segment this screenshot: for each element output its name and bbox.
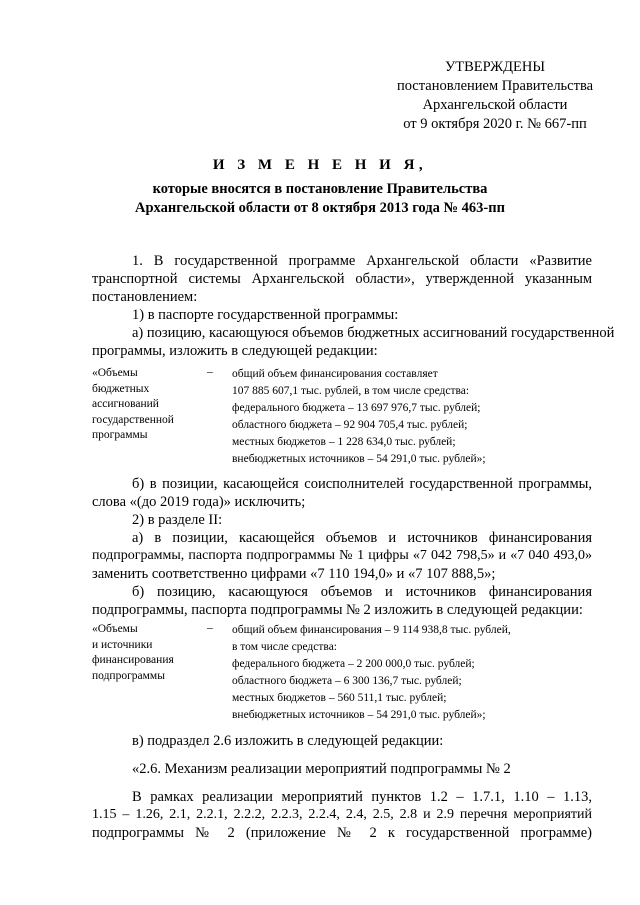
table-label-line: ассигнований bbox=[92, 398, 159, 410]
list-item: б) позицию, касающуюся объемов и источников финансирования bbox=[132, 584, 592, 600]
approval-line: Архангельской области bbox=[422, 97, 568, 113]
approval-block bbox=[380, 58, 610, 134]
document-subtitle: которые вносятся в постановление Правительства bbox=[152, 181, 488, 197]
table-dash: – bbox=[207, 366, 213, 378]
table-body-line: общий объем финансирования – 9 114 938,8 тыс. рублей, bbox=[232, 624, 511, 636]
table-dash: – bbox=[207, 622, 213, 634]
subsection-heading: «2.6. Механизм реализации мероприятий подпрограммы № 2 bbox=[132, 761, 511, 777]
document-subtitle: Архангельской области от 8 октября 2013 года № 463-пп bbox=[135, 200, 505, 216]
table-label-line: «Объемы bbox=[92, 367, 138, 379]
paragraph-line: 1. В государственной программе Архангельской области «Развитие bbox=[132, 253, 592, 269]
table-label bbox=[92, 622, 202, 684]
list-item: б) в позиции, касающейся соисполнителей государственной программы, bbox=[132, 476, 592, 492]
table-body-line: в том числе средства: bbox=[232, 641, 337, 653]
paragraph-line: подпрограммы, паспорта подпрограммы № 2 изложить в следующей редакции: bbox=[92, 602, 583, 618]
paragraph-line: слова «(до 2019 года)» исключить; bbox=[92, 494, 306, 510]
table-body-line: местных бюджетов – 1 228 634,0 тыс. рублей; bbox=[232, 436, 456, 448]
paragraph-line: 1.15 – 1.26, 2.1, 2.2.1, 2.2.2, 2.2.3, 2.2.4, 2.4, 2.5, 2.8 и 2.9 перечня мероприятий bbox=[92, 807, 592, 822]
table-body-line: местных бюджетов – 560 511,1 тыс. рублей; bbox=[232, 692, 447, 704]
list-item: а) в позиции, касающейся объемов и источников финансирования bbox=[132, 530, 592, 546]
table-label-line: финансирования bbox=[92, 654, 174, 666]
paragraph-line: заменить соответственно цифрами «7 110 194,0» и «7 107 888,5»; bbox=[92, 566, 496, 582]
table-body-line: 107 885 607,1 тыс. рублей, в том числе средства: bbox=[232, 385, 470, 397]
table-label-line: подпрограммы bbox=[92, 669, 165, 682]
table-body-line: областного бюджета – 92 904 705,4 тыс. рублей; bbox=[232, 419, 468, 431]
table-label-line: «Объемы bbox=[92, 623, 138, 635]
table-body-line: федерального бюджета – 2 200 000,0 тыс. рублей; bbox=[232, 658, 475, 670]
paragraph-line: постановлением: bbox=[92, 289, 198, 305]
table-body-line: внебюджетных источников – 54 291,0 тыс. рублей»; bbox=[232, 709, 486, 721]
document-title: И З М Е Н Е Н И Я, bbox=[212, 157, 428, 173]
paragraph-line: транспортной системы Архангельской области», утвержденной указанным bbox=[92, 271, 592, 287]
table-body-line: внебюджетных источников – 54 291,0 тыс. рублей»; bbox=[232, 453, 486, 465]
table-body-line: областного бюджета – 6 300 136,7 тыс. рублей; bbox=[232, 675, 462, 687]
list-item: а) позицию, касающуюся объемов бюджетных ассигнований государственной bbox=[132, 325, 615, 341]
approval-heading: УТВЕРЖДЕНЫ bbox=[444, 59, 546, 75]
paragraph-line: В рамках реализации мероприятий пунктов 1.2 – 1.7.1, 1.10 – 1.13, bbox=[132, 789, 592, 805]
list-item: в) подраздел 2.6 изложить в следующей редакции: bbox=[132, 733, 444, 749]
table-label-line: программы bbox=[92, 429, 148, 441]
table-label-line: и источники bbox=[92, 638, 153, 651]
list-item: 1) в паспорте государственной программы: bbox=[132, 307, 399, 323]
paragraph-line: подпрограммы № 2 (приложение № 2 к государственной программе) bbox=[92, 825, 592, 841]
table-body bbox=[232, 366, 486, 468]
table-label-line: государственной bbox=[92, 413, 174, 426]
approval-date: от 9 октября 2020 г. № 667-пп bbox=[403, 116, 587, 132]
table-body-line: общий объем финансирования составляет bbox=[232, 368, 438, 380]
list-item: 2) в разделе II: bbox=[132, 512, 223, 528]
approval-line: постановлением Правительства bbox=[396, 78, 594, 94]
paragraph-line: подпрограммы, паспорта подпрограммы № 1 цифры «7 042 798,5» и «7 040 493,0» bbox=[92, 548, 592, 563]
table-label bbox=[92, 366, 202, 444]
table-label-line: бюджетных bbox=[92, 382, 150, 395]
table-body-line: федерального бюджета – 13 697 976,7 тыс. рублей; bbox=[232, 402, 481, 414]
paragraph-line: программы, изложить в следующей редакции: bbox=[92, 343, 378, 359]
table-body bbox=[232, 622, 511, 724]
